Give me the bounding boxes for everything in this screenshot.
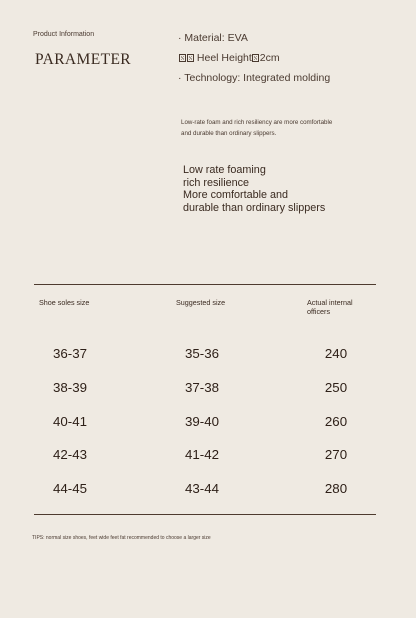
missing-glyph-icon: [252, 54, 259, 62]
header-suggested-size: Suggested size: [176, 298, 226, 307]
description-line: Low rate foaming: [183, 164, 266, 176]
table-bottom-divider: [34, 514, 376, 515]
tips-note: TIPS: normal size shoes, feet wide feet fat recommended to choose a larger size: [32, 535, 211, 541]
large-description: [183, 164, 383, 214]
page-title: PARAMETER: [35, 51, 132, 68]
cell-sole-size: 40-41: [52, 414, 87, 429]
cell-internal-length: 250: [324, 380, 348, 395]
missing-glyph-icon: [179, 54, 186, 62]
cell-suggested-size: 43-44: [184, 481, 219, 496]
header-shoe-soles-size: Shoe soles size: [39, 298, 90, 307]
cell-sole-size: 38-39: [52, 380, 87, 395]
cell-internal-length: 240: [324, 346, 348, 361]
heel-height-label: Heel Height: [196, 52, 252, 64]
table-top-divider: [34, 284, 376, 285]
cell-sole-size: 44-45: [52, 481, 87, 496]
spec-heel-height: [178, 51, 408, 71]
cell-suggested-size: 37-38: [184, 380, 219, 395]
description-line: rich resilience: [183, 176, 250, 189]
product-info-label: Product Information: [33, 31, 95, 38]
small-description: Low-rate foam and rich resiliency are more comfortable and durable than ordinary slippers.: [181, 119, 333, 137]
cell-internal-length: 280: [324, 481, 348, 496]
spec-technology: · Technology: Integrated molding: [178, 72, 331, 84]
spec-list: [178, 31, 408, 91]
spec-material: · Material: EVA: [178, 32, 248, 44]
cell-sole-size: 36-37: [52, 346, 87, 361]
description-line: More comfortable and: [183, 189, 289, 202]
cell-sole-size: 42-43: [52, 447, 87, 462]
missing-glyph-icon: [187, 54, 194, 62]
cell-internal-length: 270: [324, 447, 348, 462]
header-actual-internal: Actual internal officers: [307, 298, 353, 316]
cell-suggested-size: 41-42: [184, 447, 219, 462]
heel-height-value: 2cm: [259, 52, 280, 64]
cell-suggested-size: 35-36: [184, 346, 219, 361]
cell-suggested-size: 39-40: [184, 414, 219, 429]
description-line: durable than ordinary slippers: [183, 201, 326, 214]
cell-internal-length: 260: [324, 414, 348, 429]
